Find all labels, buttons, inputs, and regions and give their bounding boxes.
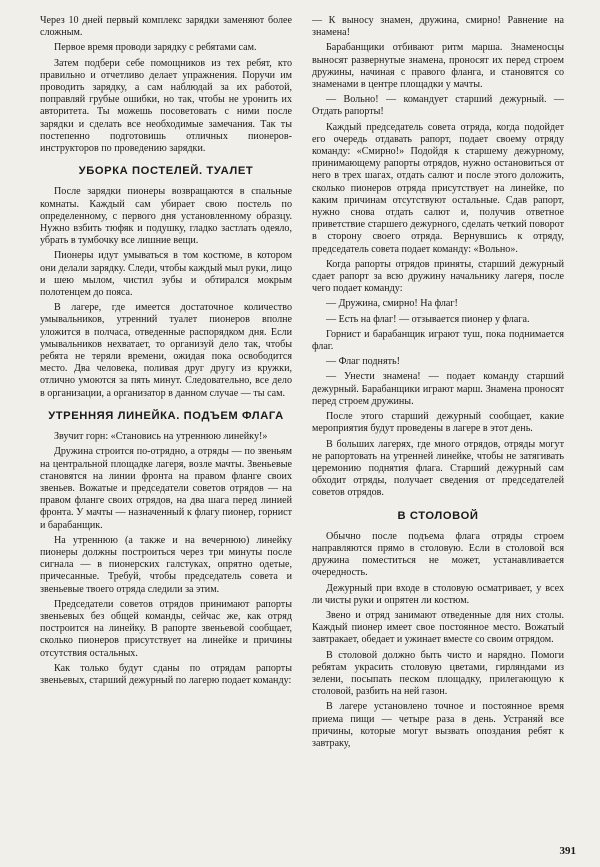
paragraph: Звено и отряд занимают отведенные для них столы. Каждый пионер имеет свое постоянное место. Вожатый завтракает, обедает и ужинает вместе со своим отрядом. xyxy=(312,609,564,646)
paragraph: Обычно после подъема флага отряды строем направляются прямо в столовую. Если в столовой вся дружина поместиться не может, устанавливается очередность. xyxy=(312,530,564,579)
paragraph: Как только будут сданы по отрядам рапорты звеньевых, старший дежурный по лагерю подает команду: xyxy=(40,662,292,686)
paragraph: Дружина строится по-отрядно, а отряды — по звеньям на центральной площадке лагеря, возле мачты. Звеньевые становятся на линии фронта на правом фланге своих звеньев. Вожатые и председатели советов отрядов — на правом фланге своих отрядов, на два шага перед линией фронта. У мачты — назначенный к флагу пионер, горнист и барабанщик. xyxy=(40,446,292,531)
paragraph: — Флаг поднять! xyxy=(326,356,400,368)
paragraph: — Вольно! — командует старший дежурный. — Отдать рапорты! xyxy=(312,94,564,118)
paragraph: На утреннюю (а также и на вечернюю) линейку пионеры должны построиться через три минуты после сигнала — в пионерских галстуках, опрятно одетые, причесанные. Требуй, чтобы председатель совета и звеньевые твоего отряда следили за этим. xyxy=(40,534,292,595)
paragraph: В больших лагерях, где много отрядов, отряды могут не рапортовать на утренней линейке, чтобы не затягивать церемонию поднятия флага. Старший дежурный сам обходит отряды, получает сведения от председателей советов отрядов. xyxy=(312,438,564,499)
paragraph: Первое время проводи зарядку с ребятами сам. xyxy=(54,42,257,54)
paragraph: В лагере установлено точное и постоянное время приема пищи — четыре раза в день. Устраняй все причины, которые могут вызвать опоздания ребят к завтраку, xyxy=(312,701,564,749)
paragraph: Председатели советов отрядов принимают рапорты звеньевых без общей команды, сейчас же, как отряд построится на линейку. В рапорте звеньевой сообщает, сколько пионеров присутствует на линейке и причины отсутствия остальных. xyxy=(40,598,292,659)
paragraph: — Дружина, смирно! На флаг! xyxy=(326,298,458,310)
paragraph: — Унести знамена! — подает команду старший дежурный. Барабанщики играют марш. Знамена проносят перед строем дружины. xyxy=(312,371,564,407)
paragraph: После этого старший дежурный сообщает, какие мероприятия будут проведены в лагере в этот день. xyxy=(312,411,564,435)
paragraph: — Есть на флаг! — отзывается пионер у флага. xyxy=(326,313,530,325)
paragraph: Каждый председатель совета отряда, когда подойдет его очередь отдавать рапорт, подает своему отряду команду: «Смирно!» Подойдя к старшему дежурному, принимающему рапорты отрядов, нужно остановиться от него в трех шагах, отдать салют и после этого доложить, сколько пионеров отряда присутствует на линейке, по каким причинам отсутствуют остальные. Сдав рапорт, нужно снова отдать салют и, получив ответное приветствие старшего дежурного, сделать четкий поворот в сторону своего отряда. Вернувшись к отряду, председатель совета подает команду: «Вольно». xyxy=(312,121,564,255)
paragraph: В лагере, где имеется достаточное количество умывальников, утренний туалет пионеров вполне уложится в полчаса, отведенные распорядком дня. Если умывальников нехватает, то организуй дело так, чтобы ребята не теряли времени, ожидая пока освободится место. Два человека, поливая друг другу из кружки, отлично умоются за пять минут. Следовательно, все дело в организации, а организатор в данном случае — ты сам. xyxy=(40,302,292,399)
section-heading-bedmaking: УБОРКА ПОСТЕЛЕЙ. ТУАЛЕТ xyxy=(78,165,254,178)
left-column xyxy=(40,15,292,690)
paragraph: В столовой должно быть чисто и нарядно. Помоги ребятам украсить столовую цветами, гирляндами из зелени, посыпать песком площадку, прилегающую к столовой, разбить на ней газон. xyxy=(312,649,564,698)
paragraph: Через 10 дней первый комплекс зарядки заменяют более сложным. xyxy=(40,15,292,39)
paragraph: Затем подбери себе помощников из тех ребят, кто правильно и отчетливо делает упражнения. Поручи им проводить зарядку, а сам наблюдай за их работой, поправляй грубые ошибки, но так, чтобы не уронить их авторитета. Ты можешь посоветовать с ними после зарядки и сделать все необходимые замечания. Так ты постепенно подготовишь отличных пионеров-инструкторов по проведению зарядки. xyxy=(40,57,292,155)
paragraph: Когда рапорты отрядов приняты, старший дежурный сдает рапорт за всю дружину начальнику лагеря, после чего подает команду: xyxy=(312,258,564,295)
paragraph: Дежурный при входе в столовую осматривает, у всех ли чисты руки и опрятен ли костюм. xyxy=(312,582,564,606)
paragraph: — К выносу знамен, дружина, смирно! Равнение на знамена! xyxy=(312,15,564,39)
section-heading-dining-room: В СТОЛОВОЙ xyxy=(397,509,479,522)
right-column xyxy=(312,15,564,753)
paragraph: Звучит горн: «Становись на утреннюю линейку!» xyxy=(54,431,268,443)
paragraph: Барабанщики отбивают ритм марша. Знаменосцы выносят развернутые знамена, проносят их перед строем дружины, начиная с правого фланга, и становятся со знаменами в центре площадки у мачты. xyxy=(312,42,564,91)
paragraph: Пионеры идут умываться в том костюме, в котором они делали зарядку. Следи, чтобы каждый мыл руки, лицо и шею мылом, чистил зубы и обтирался мокрым полотенцем до пояса. xyxy=(40,250,292,299)
section-heading-morning-lineup: УТРЕННЯЯ ЛИНЕЙКА. ПОДЪЕМ ФЛАГА xyxy=(48,409,284,422)
page-number: 391 xyxy=(559,845,576,857)
paragraph: Горнист и барабанщик играют туш, пока поднимается флаг. xyxy=(312,328,564,353)
paragraph: После зарядки пионеры возвращаются в спальные комнаты. Каждый сам убирает свою постель по определенному, с первого дня установленному образцу. Нужно взбить тюфяк и подушку, гладко застлать одеяло, убрать в тумбочку все лишние вещи. xyxy=(40,186,292,247)
